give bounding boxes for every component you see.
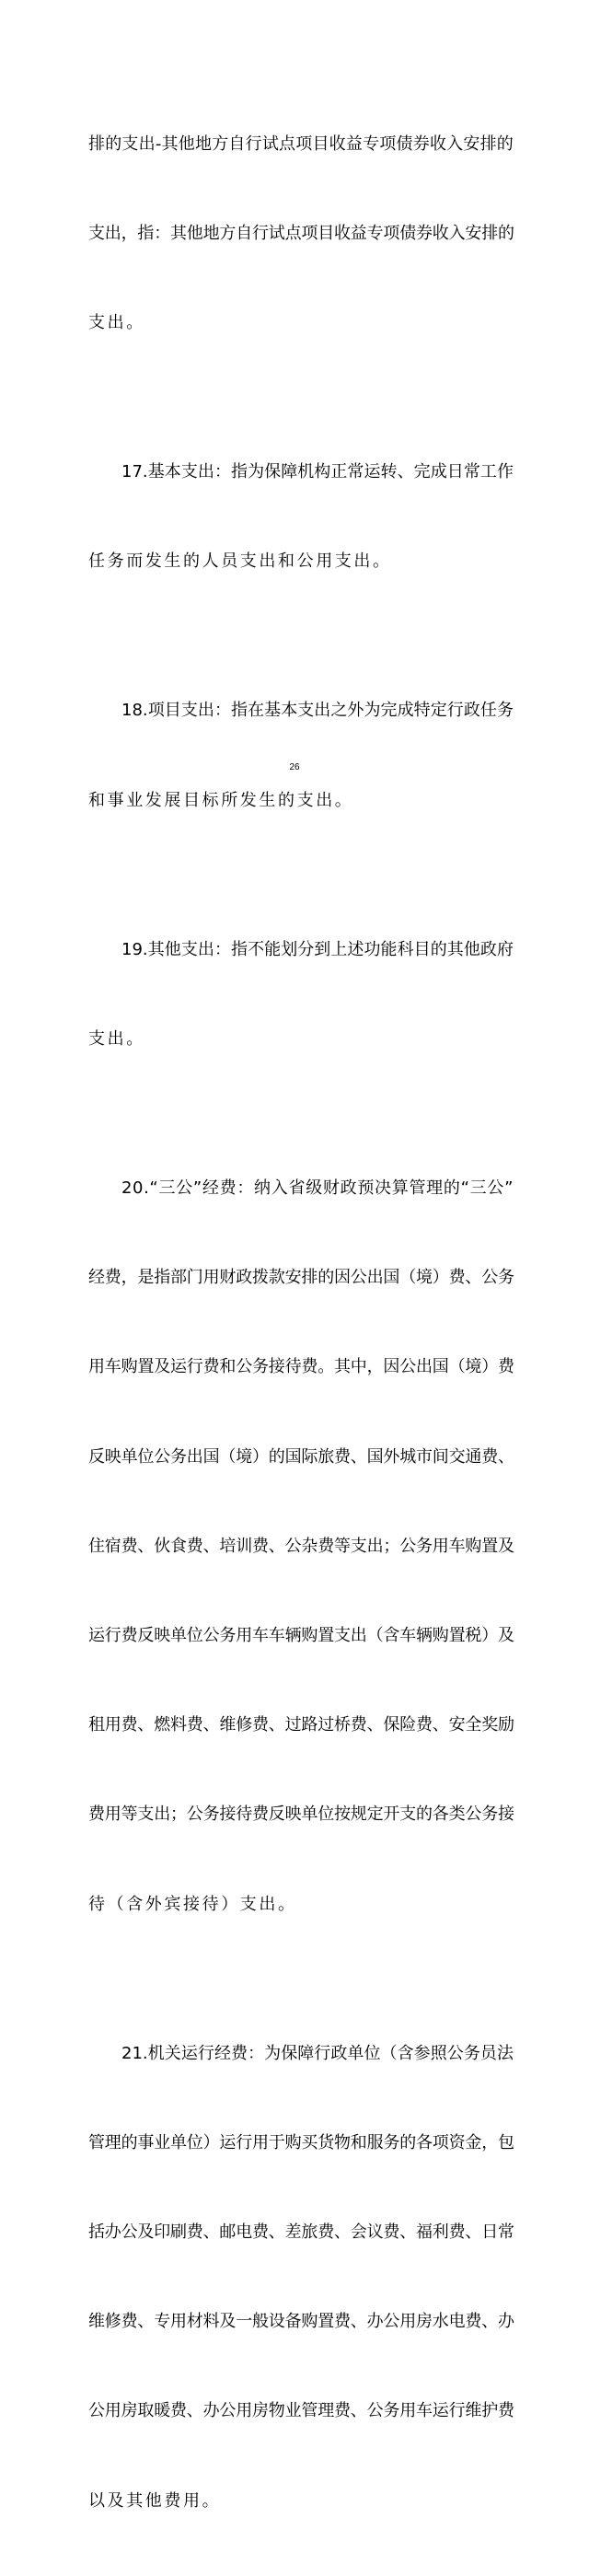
text-line: 反映单位公务出国（境）的国际旅费、国外城市间交通费、 <box>88 1446 514 1467</box>
text-line: 括办公及印刷费、邮电费、差旅费、会议费、福利费、日常 <box>88 2222 514 2242</box>
text-line: 21.机关运行经费：为保障行政单位（含参照公务员法 <box>121 2043 514 2063</box>
text-line: 费用等支出；公务接待费反映单位按规定开支的各类公务接 <box>88 1804 514 1825</box>
paragraph-item-18 <box>88 637 514 876</box>
text-line: 以及其他费用。 <box>88 2490 222 2511</box>
paragraph-continuation <box>88 70 514 398</box>
text-line: 19.其他支出：指不能划分到上述功能科目的其他政府 <box>121 939 514 959</box>
paragraph-item-20 <box>88 1114 514 1979</box>
text-line: 17.基本支出：指为保障机构正常运转、完成日常工作 <box>121 462 514 482</box>
text-line: 18.项目支出：指在基本支出之外为完成特定行政任务 <box>121 701 514 721</box>
text-line: 支出。 <box>88 1028 145 1049</box>
text-line: 支出，指：其他地方自行试点项目收益专项债券收入安排的 <box>88 224 514 244</box>
text-line: 支出。 <box>88 313 145 333</box>
text-line: 维修费、专用材料及一般设备购置费、办公用房水电费、办 <box>88 2312 514 2332</box>
text-line: 排的支出-其他地方自行试点项目收益专项债券收入安排的 <box>88 133 514 154</box>
text-line: 和事业发展目标所发生的支出。 <box>88 790 354 810</box>
text-line: 住宿费、伙食费、培训费、公杂费等支出；公务用车购置及 <box>88 1536 514 1556</box>
text-line: 20.“三公”经费：纳入省级财政预决算管理的“三公” <box>121 1178 514 1198</box>
paragraph-item-21 <box>88 1979 514 2576</box>
paragraph-item-17 <box>88 398 514 636</box>
text-line: 公用房取暖费、办公用房物业管理费、公务用车运行维护费 <box>88 2401 514 2421</box>
text-line: 待（含外宾接待）支出。 <box>88 1894 297 1914</box>
text-line: 租用费、燃料费、维修费、过路过桥费、保险费、安全奖励 <box>88 1715 514 1735</box>
page-number: 26 <box>289 762 300 772</box>
text-line: 用车购置及运行费和公务接待费。其中，因公出国（境）费 <box>88 1357 514 1377</box>
text-line: 运行费反映单位公务用车车辆购置支出（含车辆购置税）及 <box>88 1625 514 1645</box>
paragraph-item-19 <box>88 876 514 1114</box>
text-line: 任务而发生的人员支出和公用支出。 <box>88 551 392 572</box>
text-line: 管理的事业单位）运行用于购买货物和服务的各项资金，包 <box>88 2132 514 2152</box>
text-line: 经费，是指部门用财政拨款安排的因公出国（境）费、公务 <box>88 1268 514 1288</box>
document-body <box>88 70 514 2576</box>
